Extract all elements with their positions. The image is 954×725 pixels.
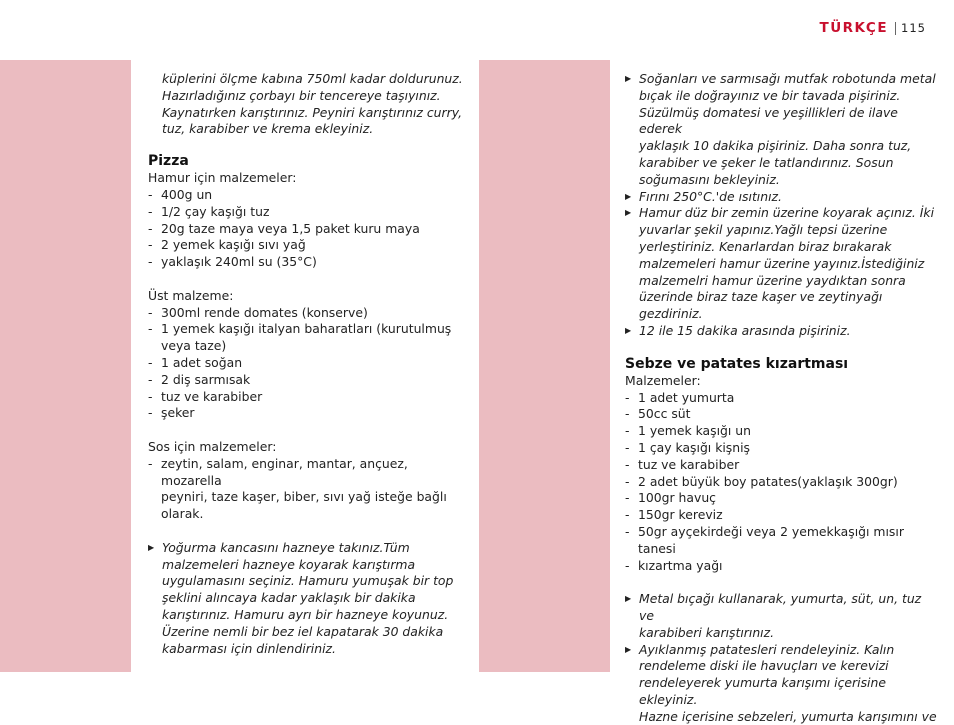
bullet-arrow-icon: ▶: [625, 205, 639, 323]
instruction-step: [625, 642, 940, 725]
item-line: veya taze): [161, 338, 451, 355]
item-text: [161, 405, 195, 422]
dash-marker: -: [625, 423, 638, 440]
instruction-step: [625, 591, 940, 641]
header-divider: [895, 22, 896, 35]
item-line: 2 yemek kaşığı sıvı yağ: [161, 237, 306, 254]
item-text: [638, 524, 940, 558]
ingredient-item: [148, 187, 463, 204]
item-line: 1 adet soğan: [161, 355, 242, 372]
item-line: 150gr kereviz: [638, 507, 723, 524]
item-line: zeytin, salam, enginar, mantar, ançuez, mozarella: [161, 456, 463, 490]
page-number: 115: [901, 21, 926, 35]
item-text: [638, 406, 691, 423]
item-line: soğumasını bekleyiniz.: [639, 172, 940, 189]
dash-marker: -: [625, 474, 638, 491]
item-line: 20g taze maya veya 1,5 paket kuru maya: [161, 221, 420, 238]
item-line: 100gr havuç: [638, 490, 716, 507]
ingredient-item: [625, 507, 940, 524]
item-text: [161, 456, 463, 523]
item-text: [161, 254, 317, 271]
item-line: malzemeleri hamur üzerine yayınız.İstediğiniz: [639, 256, 940, 273]
pizza-steps-continued: [625, 71, 940, 340]
item-line: Soğanları ve sarmısağı mutfak robotunda metal: [639, 71, 940, 88]
item-text: [161, 305, 368, 322]
dash-marker: -: [148, 305, 161, 322]
item-line: 1 adet yumurta: [638, 390, 734, 407]
dash-marker: -: [625, 390, 638, 407]
item-line: malzemeleri hazneye koyarak karıştırma: [162, 557, 453, 574]
item-line: şeker: [161, 405, 195, 422]
item-line: Ayıklanmış patatesleri rendeleyiniz. Kalın: [639, 642, 940, 659]
fritter-steps-list: [625, 591, 940, 725]
ingredient-item: [148, 456, 463, 523]
item-line: 1 yemek kaşığı italyan baharatları (kurutulmuş: [161, 321, 451, 338]
item-line: yaklaşık 10 dakika pişiriniz. Daha sonra tuz,: [639, 138, 940, 155]
item-text: [161, 237, 306, 254]
ingredient-item: [148, 389, 463, 406]
dash-marker: -: [148, 221, 161, 238]
item-line: 1/2 çay kaşığı tuz: [161, 204, 269, 221]
left-pink-band: [0, 60, 131, 672]
item-line: 50cc süt: [638, 406, 691, 423]
item-text: [161, 187, 212, 204]
item-line: kızartma yağı: [638, 558, 723, 575]
item-line: peyniri, taze kaşer, biber, sıvı yağ isteğe bağlı: [161, 489, 463, 506]
ingredient-item: [625, 490, 940, 507]
item-line: 400g un: [161, 187, 212, 204]
item-line: Üzerine nemli bir bez iel kapatarak 30 dakika: [162, 624, 453, 641]
item-line: 2 diş sarmısak: [161, 372, 250, 389]
dash-marker: -: [625, 558, 638, 575]
item-text: [161, 204, 269, 221]
ingredients-heading: Malzemeler:: [625, 373, 940, 390]
bullet-arrow-icon: ▶: [625, 189, 639, 206]
item-text: [161, 372, 250, 389]
item-text: [639, 189, 782, 206]
item-line: üzerinde biraz taze kaşer ve zeytinyağı gezdiriniz.: [639, 289, 940, 323]
ingredient-item: [625, 524, 940, 558]
dash-marker: -: [625, 406, 638, 423]
dash-marker: -: [148, 355, 161, 372]
intro-line: tuz, karabiber ve krema ekleyiniz.: [162, 121, 463, 138]
item-line: 300ml rende domates (konserve): [161, 305, 368, 322]
item-text: [638, 558, 723, 575]
item-text: [639, 323, 851, 340]
bullet-arrow-icon: ▶: [625, 323, 639, 340]
bullet-arrow-icon: ▶: [625, 591, 639, 641]
page-header: [819, 19, 926, 37]
ingredient-item: [148, 221, 463, 238]
item-line: 50gr ayçekirdeği veya 2 yemekkaşığı mısır tanesi: [638, 524, 940, 558]
item-text: [638, 440, 750, 457]
dash-marker: -: [148, 254, 161, 271]
item-line: rendeleyerek yumurta karışımı içerisine ekleyiniz.: [639, 675, 940, 709]
ingredients-list: [625, 390, 940, 575]
intro-line: Kaynatırken karıştırınız. Peyniri karıştırınız curry,: [162, 105, 463, 122]
item-text: [161, 389, 262, 406]
bullet-arrow-icon: ▶: [148, 540, 162, 658]
ingredient-item: [148, 321, 463, 355]
pizza-steps-list: [148, 540, 463, 658]
item-line: Metal bıçağı kullanarak, yumurta, süt, un, tuz ve: [639, 591, 940, 625]
dash-marker: -: [148, 389, 161, 406]
item-line: Yoğurma kancasını hazneye takınız.Tüm: [162, 540, 453, 557]
dash-marker: -: [625, 457, 638, 474]
item-line: karıştırınız. Hamuru ayrı bir hazneye koyunuz.: [162, 607, 453, 624]
intro-line: küplerini ölçme kabına 750ml kadar doldurunuz.: [162, 71, 463, 88]
ingredient-item: [625, 390, 940, 407]
item-line: şeklini alıncaya kadar yaklaşık bir dakika: [162, 590, 453, 607]
sauce-list: [148, 456, 463, 523]
item-line: yerleştiriniz. Kenarlardan biraz bırakarak: [639, 239, 940, 256]
ingredient-item: [148, 355, 463, 372]
ingredient-item: [148, 305, 463, 322]
ingredient-item: [148, 254, 463, 271]
dash-marker: -: [625, 507, 638, 524]
dash-marker: -: [148, 372, 161, 389]
dash-marker: -: [148, 456, 161, 523]
item-line: Hazne içerisine sebzeleri, yumurta karışımını ve: [639, 709, 940, 725]
language-label: TÜRKÇE: [819, 20, 888, 36]
intro-text: [148, 71, 463, 138]
sauce-ingredients-heading: Sos için malzemeler:: [148, 439, 463, 456]
item-text: [161, 321, 451, 355]
item-text: [638, 390, 734, 407]
item-text: [639, 591, 940, 641]
pizza-heading: Pizza: [148, 152, 463, 170]
intro-line: Hazırladığınız çorbayı bir tencereye taşıyınız.: [162, 88, 463, 105]
ingredient-item: [148, 405, 463, 422]
dash-marker: -: [148, 237, 161, 254]
ingredient-item: [148, 204, 463, 221]
item-line: malzemelri hamur üzerine yaydıktan sonra: [639, 273, 940, 290]
item-line: 1 çay kaşığı kişniş: [638, 440, 750, 457]
dough-list: [148, 187, 463, 271]
item-line: yuvarlar şekil yapınız.Yağlı tepsi üzerine: [639, 222, 940, 239]
dough-ingredients-heading: Hamur için malzemeler:: [148, 170, 463, 187]
ingredient-item: [148, 372, 463, 389]
vegetable-fritter-heading: Sebze ve patates kızartması: [625, 355, 940, 373]
dash-marker: -: [625, 490, 638, 507]
item-line: tuz ve karabiber: [638, 457, 739, 474]
item-line: 1 yemek kaşığı un: [638, 423, 751, 440]
item-text: [638, 490, 716, 507]
bullet-arrow-icon: ▶: [625, 71, 639, 189]
ingredient-item: [625, 474, 940, 491]
left-column: [148, 71, 463, 657]
item-line: bıçak ile doğrayınız ve bir tavada pişiriniz.: [639, 88, 940, 105]
ingredient-item: [148, 237, 463, 254]
center-pink-band: [479, 60, 610, 672]
item-text: [639, 71, 940, 189]
ingredient-item: [625, 406, 940, 423]
ingredient-item: [625, 423, 940, 440]
item-text: [162, 540, 453, 658]
right-column: [625, 71, 940, 725]
ingredient-item: [625, 440, 940, 457]
instruction-step: [148, 540, 463, 658]
item-line: karabiberi karıştırınız.: [639, 625, 940, 642]
item-line: Hamur düz bir zemin üzerine koyarak açınız. İki: [639, 205, 940, 222]
item-text: [638, 474, 898, 491]
item-text: [638, 423, 751, 440]
item-line: Süzülmüş domatesi ve yeşillikleri de ilave ederek: [639, 105, 940, 139]
item-line: olarak.: [161, 506, 463, 523]
item-text: [639, 205, 940, 323]
item-line: rendeleme diski ile havuçları ve kerevizi: [639, 658, 940, 675]
item-line: yaklaşık 240ml su (35°C): [161, 254, 317, 271]
dash-marker: -: [148, 187, 161, 204]
item-line: karabiber ve şeker le tatlandırınız. Sosun: [639, 155, 940, 172]
instruction-step: [625, 189, 940, 206]
bullet-arrow-icon: ▶: [625, 642, 639, 725]
dash-marker: -: [625, 440, 638, 457]
item-text: [638, 457, 739, 474]
dash-marker: -: [625, 524, 638, 558]
item-text: [638, 507, 723, 524]
dash-marker: -: [148, 405, 161, 422]
ingredient-item: [625, 457, 940, 474]
item-line: 2 adet büyük boy patates(yaklaşık 300gr): [638, 474, 898, 491]
topping-ingredients-heading: Üst malzeme:: [148, 288, 463, 305]
item-line: kabarması için dinlendiriniz.: [162, 641, 453, 658]
item-text: [161, 221, 420, 238]
item-line: 12 ile 15 dakika arasında pişiriniz.: [639, 323, 851, 340]
ingredient-item: [625, 558, 940, 575]
item-line: Fırını 250°C.'de ısıtınız.: [639, 189, 782, 206]
dash-marker: -: [148, 321, 161, 355]
item-text: [161, 355, 242, 372]
item-line: tuz ve karabiber: [161, 389, 262, 406]
topping-list: [148, 305, 463, 423]
item-line: uygulamasını seçiniz. Hamuru yumuşak bir top: [162, 573, 453, 590]
instruction-step: [625, 205, 940, 323]
dash-marker: -: [148, 204, 161, 221]
instruction-step: [625, 323, 940, 340]
item-text: [639, 642, 940, 725]
instruction-step: [625, 71, 940, 189]
